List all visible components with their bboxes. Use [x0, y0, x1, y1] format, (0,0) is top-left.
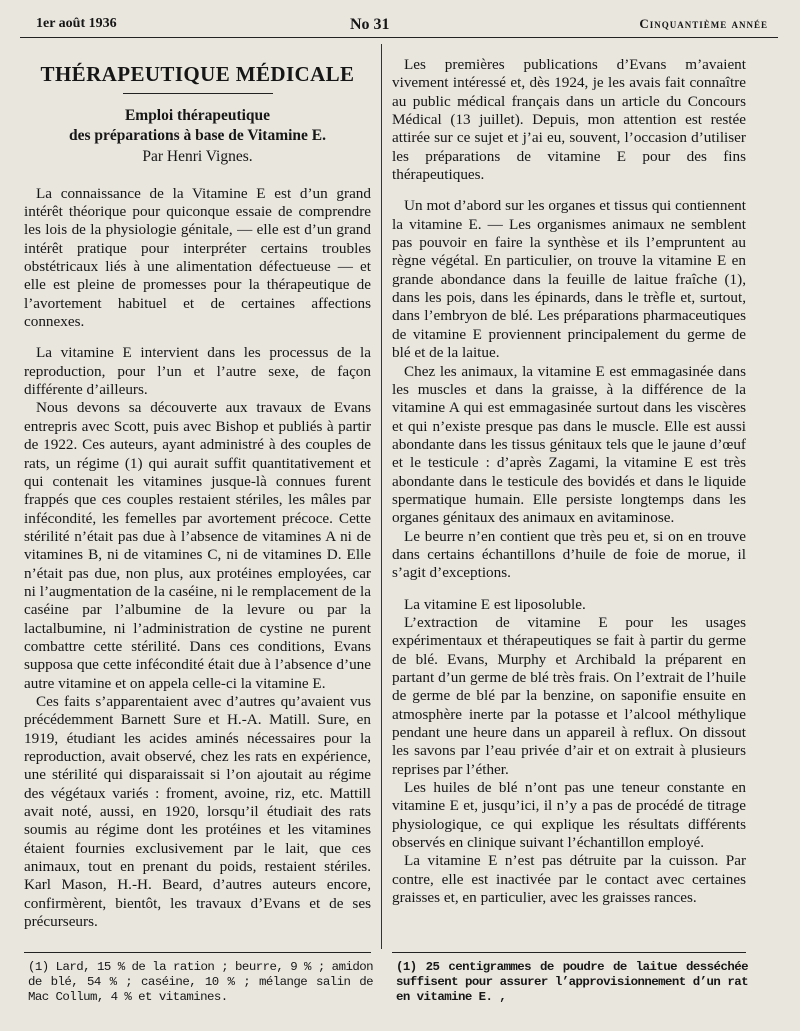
- paragraph-animals: Chez les animaux, la vitamine E est emmagasinée dans les muscles et dans la graisse, à la différence de la vitamine A qui est emmagasinée surtout dans les viscères et qui n’existe presque pas dans le muscle. Elle est aussi abondante dans les tissus génitaux tels que le jaune d’œuf et le testicule : d’après Zagami, la vitamine E est très abondante dans le testicule des bovidés et dans le liquide spermatique humain. Elle persiste longtemps dans les organes génitaux des animaux en avitaminose.: [392, 362, 746, 527]
- publication-year: Cinquantième année: [639, 16, 768, 31]
- article-title-line2: des préparations à base de Vitamine E.: [68, 127, 327, 145]
- section-title: THÉRAPEUTIQUE MÉDICALE: [40, 62, 355, 86]
- paragraph-titration: Les huiles de blé n’ont pas une teneur constante en vitamine E et, jusqu’ici, il n’y a pas de procédé de titrage physiologique, ce qui explique les résultats différents observés en clinique suivant l’échantillon employé.: [392, 779, 746, 852]
- paragraph-related-work: Ces faits s’apparentaient avec d’autres qu’avaient vus précédemment Barnett Sure et H.-A. Matill. Sure, en 1919, étudiant les acides aminés nécessaires pour la reproduction, avait observé, chez les rats en expérience, une stérilité qui disparaissait si l’on ajoutait au régime des végétaux variés : froment, avoine, riz, etc. Mattill avait noté, aussi, en 1920, lorsqu’il étudiait des rats soumis au régime dont les protéines et les vitamines étaient fournies exclusivement par le lait, que ces animaux, tout en prenant du poids, restaient stériles. Karl Mason, H.-H. Beard, d’autres auteurs encore, confirmèrent, bientôt, les travaux d’Evans et de ses précurseurs.: [24, 692, 371, 931]
- paragraph-butter: Le beurre n’en contient que très peu et, si on en trouve dans certains échantillons d’huile de foie de morue, il s’agit d’exceptions.: [392, 527, 746, 582]
- issue-number: No 31: [350, 16, 390, 33]
- paragraph-organs: Un mot d’abord sur les organes et tissus qui contiennent la vitamine E. — Les organismes animaux ne semblent pas pouvoir en faire la synthèse et ils l’empruntent au règne végétal. En particulier, on trouve la vitamine E en grande abondance dans la feuille de laitue fraîche (1), dans les pois, dans les épinards, dans le trèfle et, surtout, dans l’embryon de blé. Les préparations pharmaceutiques de vitamine E proviennent principalement du germe de blé et de la laitue.: [392, 197, 746, 362]
- footnote-rule-right: [392, 952, 746, 953]
- title-rule: [123, 93, 273, 94]
- paragraph-extraction: L’extraction de vitamine E pour les usages expérimentaux et thérapeutiques se fait à partir du germe de blé. Evans, Murphy et Archibald la préparent en partant d’un germe de blé très frais. On l’extrait de l’huile de germe de blé par la benzine, on saponifie ensuite en atmosphère inerte par la potasse et l’alcool méthylique pendant une heure dans un appareil à reflux. On dissout les savons par l’eau privée d’air et on extrait à plusieurs reprises par l’éther.: [392, 613, 746, 778]
- footnote-left: (1) Lard, 15 % de la ration ; beurre, 9 % ; amidon de blé, 54 % ; caséine, 10 % ; mélange salin de Mac Collum, 4 % et vitamines.: [28, 960, 373, 1005]
- paragraph-reproduction: La vitamine E intervient dans les processus de la reproduction, pour l’un et l’autre sexe, de façon différente d’ailleurs.: [24, 344, 371, 399]
- paragraph-discovery: Nous devons sa découverte aux travaux de Evans entrepris avec Scott, puis avec Bishop et publiés à partir de 1922. Ces auteurs, ayant administré à des couples de rats, un régime (1) qui aurait suffit quantitativement et qui contenait les vitamines jusque-là connues furent frappés que ces couples restaient stériles, les mâles par infécondité, les femelles par avortement précoce. Cette stérilité n’était pas due à l’absence de vitamines A ni de vitamines B, ni de vitamines C, ni de vitamines D. Elle n’était pas due, non plus, aux protéines employées, car ni l’augmentation de la caséine, ni le remplacement de la caséine par l’albumine de la levure ou par la lactalbumine, ni l’administration de cystine ne purent combattre cette stérilité. Dans ces conditions, Evans supposa que cette infécondité était due à l’absence d’une autre vitamine et on appela celle-ci la vitamine E.: [24, 399, 371, 692]
- footnote-right: (1) 25 centigrammes de poudre de laitue desséchée suffisent pour assurer l’approvisionnement d’un rat en vitamine E. ,: [396, 960, 748, 1005]
- column-divider: [381, 44, 382, 949]
- right-column: [392, 56, 746, 907]
- paragraph-publications: Les premières publications d’Evans m’avaient vivement intéressé et, dès 1924, je les avais fait connaître au public médical français dans un article du Concours Médical (13 juillet). Depuis, mon attention est restée attirée sur ce sujet et j’ai eu, souvent, l’occasion d’utiliser les préparations de vitamine E pour des fins thérapeutiques.: [392, 56, 746, 184]
- left-column: [24, 55, 371, 931]
- issue-date: 1er août 1936: [36, 16, 117, 31]
- paragraph-cooking: La vitamine E n’est pas détruite par la cuisson. Par contre, elle est inactivée par le contact avec certaines graisses et, en particulier, avec les graisses rances.: [392, 852, 746, 907]
- byline: Par Henri Vignes.: [142, 148, 253, 166]
- header-rule: [20, 37, 778, 38]
- paragraph-liposoluble: La vitamine E est liposoluble.: [404, 595, 586, 613]
- footnote-rule-left: [24, 952, 371, 953]
- article-title: [24, 106, 371, 146]
- article-title-line1: Emploi thérapeutique: [124, 107, 271, 125]
- paragraph-intro: La connaissance de la Vitamine E est d’un grand intérêt théorique pour quiconque essaie de comprendre les lois de la physiologie génitale, — elle est d’un grand intérêt pratique pour interpréter certains troubles obstétricaux liés à une alimentation défectueuse — et elle est pleine de promesses pour la thérapeutique de l’avortement habituel et de certaines affections connexes.: [24, 184, 371, 331]
